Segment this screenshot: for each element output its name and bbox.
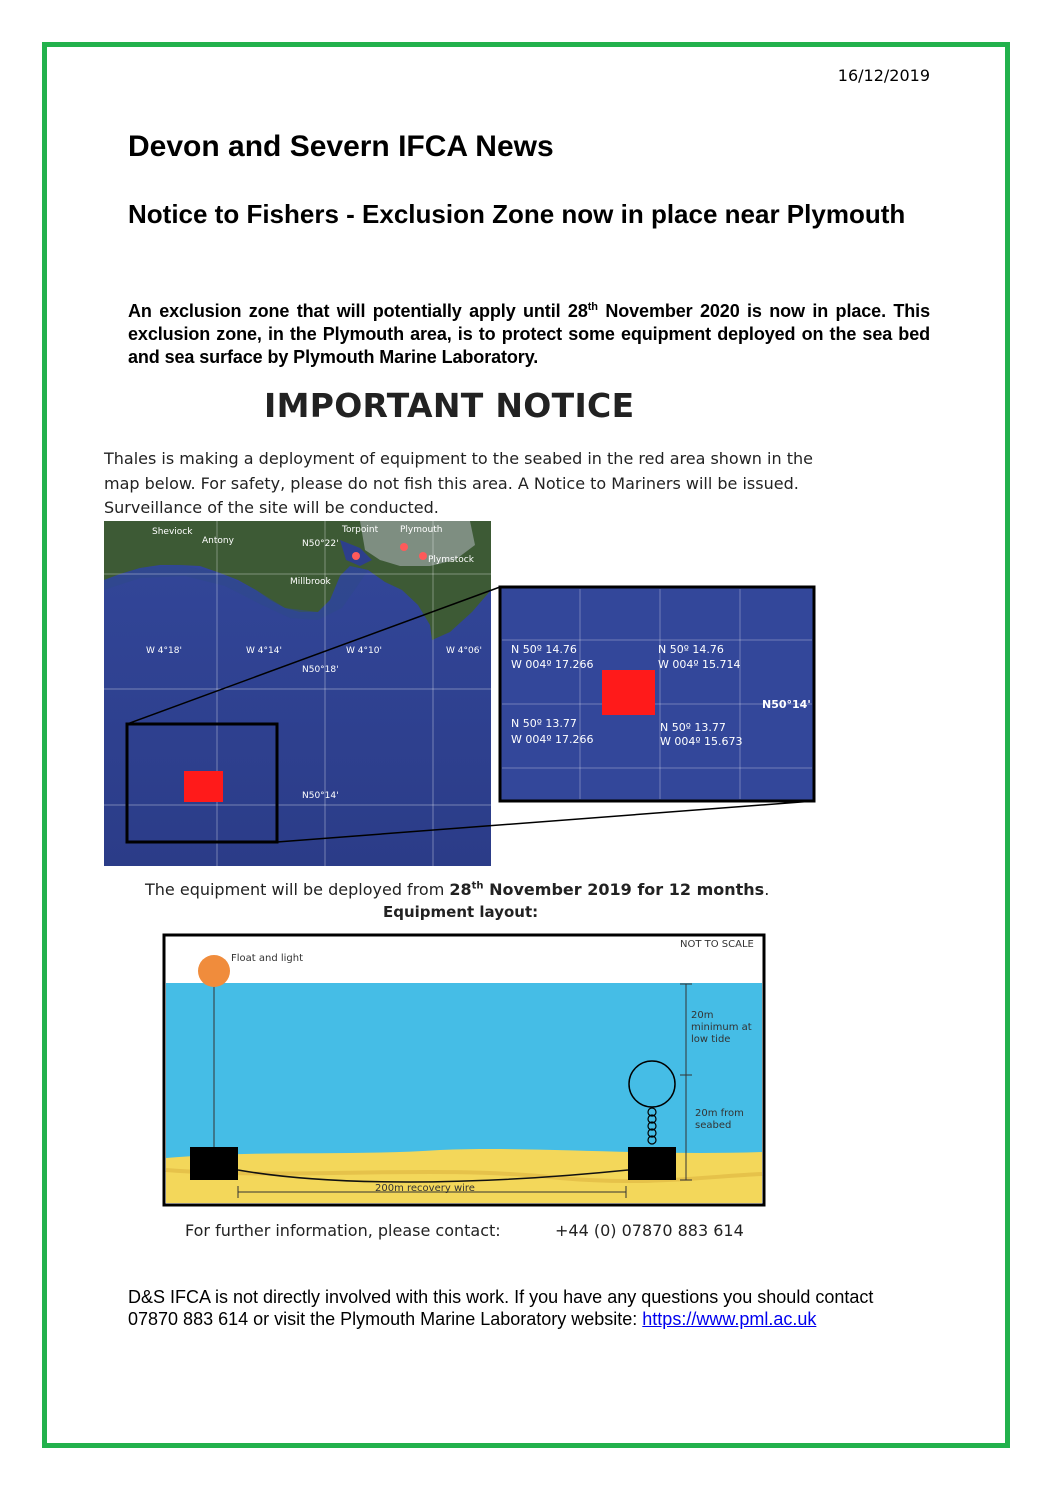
inset-corner-lon: W 004º 15.673 xyxy=(660,735,743,748)
inset-corner-lat: N 50º 14.76 xyxy=(658,643,724,656)
map-lat-label: N50°18' xyxy=(302,665,339,675)
contact-label: For further information, please contact: xyxy=(185,1221,501,1240)
deployment-text: The equipment will be deployed from 28th November 2019 for 12 months. xyxy=(145,880,770,899)
contact-phone: +44 (0) 07870 883 614 xyxy=(555,1221,744,1240)
notice-text: Thales is making a deployment of equipment to the seabed in the red area shown in the map below. For safety, please do not fish this area. A Notice to Mariners will be issued. Surveillance of the site will be conducted. xyxy=(104,449,813,517)
map-place-label: Antony xyxy=(202,536,234,546)
map-place-label: Millbrook xyxy=(290,577,331,587)
inset-lat-label: N50°14' xyxy=(762,698,811,711)
map-lon-label: W 4°10' xyxy=(346,646,382,656)
depth-top-label: minimum at xyxy=(691,1022,752,1033)
footer-paragraph: D&S IFCA is not directly involved with this work. If you have any questions you should contact 07870 883 614 or visit the Plymouth Marine Laboratory website: https://www.pml.ac.uk xyxy=(128,1287,874,1329)
seabed-block-left xyxy=(190,1147,238,1180)
inset-corner-lon: W 004º 15.714 xyxy=(658,658,741,671)
depth-bottom-label: 20m from xyxy=(695,1108,744,1119)
pml-website-link[interactable]: https://www.pml.ac.uk xyxy=(642,1309,817,1329)
inset-corner-lat: N 50º 14.76 xyxy=(511,643,577,656)
inset-corner-lat: N 50º 13.77 xyxy=(660,721,726,734)
map-lat-label: N50°22' xyxy=(302,539,339,549)
map-lon-label: W 4°18' xyxy=(146,646,182,656)
page-title: Devon and Severn IFCA News xyxy=(128,130,554,163)
intro-paragraph: An exclusion zone that will potentially apply until 28th November 2020 is now in place. This exclusion zone, in the Plymouth area, is to protect some equipment deployed on the sea bed and sea surface by Plymouth Marine Laboratory. xyxy=(128,301,930,367)
map-place-label: Plymouth xyxy=(400,525,443,535)
page-subtitle: Notice to Fishers - Exclusion Zone now in place near Plymouth xyxy=(128,199,906,229)
map-place-label: Plymstock xyxy=(428,555,474,565)
notice-heading: IMPORTANT NOTICE xyxy=(264,386,635,425)
map-lat-label: N50°14' xyxy=(302,791,339,801)
depth-top-label: 20m xyxy=(691,1010,714,1021)
not-to-scale-label: NOT TO SCALE xyxy=(680,939,754,950)
float-label: Float and light xyxy=(231,953,304,964)
float-icon xyxy=(198,955,230,987)
map-place-label: Torpoint xyxy=(342,525,379,535)
seabed-block-right xyxy=(628,1147,676,1180)
map-lon-label: W 4°14' xyxy=(246,646,282,656)
inset-corner-lon: W 004º 17.266 xyxy=(511,733,594,746)
wire-label: 200m recovery wire xyxy=(375,1183,475,1194)
inset-corner-lon: W 004º 17.266 xyxy=(511,658,594,671)
map-lon-label: W 4°06' xyxy=(446,646,482,656)
inset-corner-lat: N 50º 13.77 xyxy=(511,717,577,730)
map-place-label: Sheviock xyxy=(152,527,193,537)
depth-top-label: low tide xyxy=(691,1034,731,1045)
depth-bottom-label: seabed xyxy=(695,1120,732,1131)
layout-label: Equipment layout: xyxy=(383,903,539,921)
document-date: 16/12/2019 xyxy=(837,66,930,85)
